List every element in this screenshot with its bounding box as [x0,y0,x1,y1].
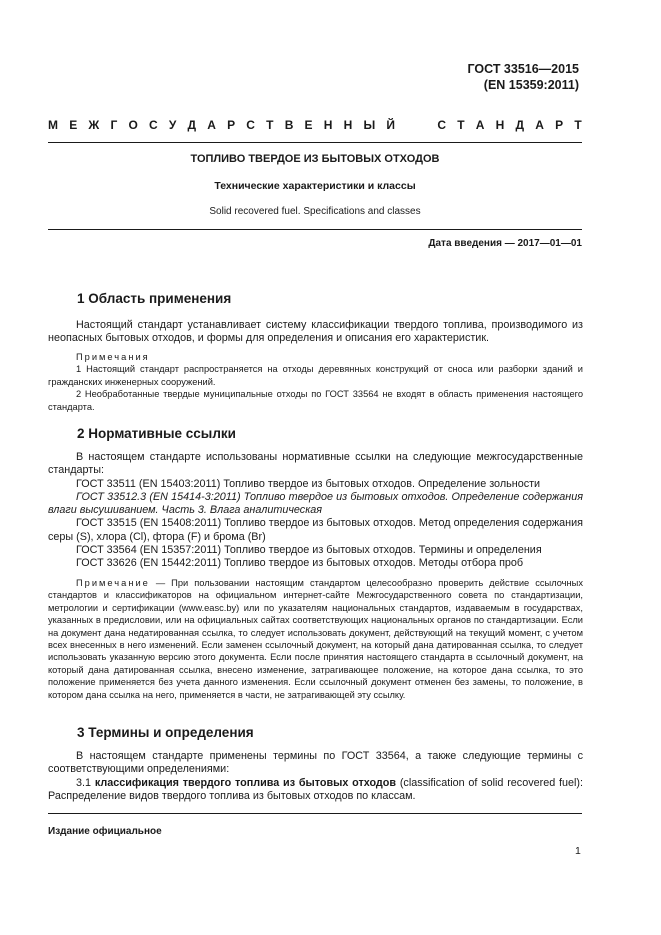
document-english-title: Solid recovered fuel. Specifications and classes [209,206,421,217]
section-1-paragraph: Настоящий стандарт устанавливает систему классификации твердого топлива, производимого из неопасных бытовых отходов, и формы для определения и описания его характеристик. [48,319,583,345]
term-name: классификация твердого топлива из бытовых отходов [94,776,397,789]
section-3-body [48,750,583,803]
banner-letter: А [207,118,216,132]
page-number: 1 [575,845,581,857]
note-item: 1 Настоящий стандарт распространяется на отходы деревянных конструкций от сноса или разборки зданий и гражданских инженерных сооружений. [48,364,583,387]
banner-letter: Т [574,118,582,132]
title-rule [48,229,582,230]
banner-letter: Н [343,118,353,132]
banner-letter: В [284,118,294,132]
section-2-body [48,451,583,571]
reference-item: ГОСТ 33512.3 (EN 15414-3:2011) Топливо твердое из бытовых отходов. Определение содержания влаги высушиванием. Часть 3. Влага аналитическая [48,490,583,517]
banner-letter: Е [304,118,313,132]
term-number: 3.1 [76,776,95,789]
banner-letter: Ы [363,118,376,132]
section-3-heading: 3 Термины и определения [77,725,254,740]
banner-letter: Т [266,118,274,132]
reference-item: ГОСТ 33515 (EN 15408:2011) Топливо твердое из бытовых отходов. Метод определения содержания серы (S), хлора (Cl), фтора (F) и брома (Br) [48,517,583,543]
banner-letter: Ж [88,118,100,132]
banner-letter: Е [69,118,78,132]
banner-letter: У [168,118,177,132]
reference-item: ГОСТ 33626 (EN 15442:2011) Топливо твердое из бытовых отходов. Методы отбора проб [76,557,524,570]
banner-letter: М [48,118,58,132]
banner-letter: С [148,118,158,132]
banner-letter: С [437,118,447,132]
banner-letter: О [128,118,138,132]
official-edition-label: Издание официальное [48,826,162,837]
reference-item: ГОСТ 33564 (EN 15357:2011) Топливо твердое из бытовых отходов. Термины и определения [76,544,542,557]
section-2-note [48,577,583,701]
section-2-heading: 2 Нормативные ссылки [77,426,236,441]
banner-letter: Н [495,118,505,132]
section-1-body [48,319,583,346]
banner-letter: Н [323,118,333,132]
section-2-intro: В настоящем стандарте использованы нормативные ссылки на следующие межгосударственные стандарты: [48,451,583,477]
banner-letter: Т [457,118,465,132]
note-label: Примечание [76,578,150,588]
section-3-intro: В настоящем стандарте применены термины по ГОСТ 33564, а также следующие термины с соответствующими определениями: [48,750,583,776]
term-definition-text: (classification of solid recovered fuel): Распределение видов твердого топлива из бытовых отходов по классам. [48,776,583,802]
banner-letter: Й [386,118,396,132]
footer-rule [48,813,582,814]
banner-letter: Г [110,118,118,132]
document-subtitle: Технические характеристики и классы [214,180,416,192]
section-1-notes [48,351,583,413]
standard-code [467,61,579,93]
introduction-date: Дата введения — 2017—01—01 [428,238,582,249]
notes-label: Примечания [76,352,150,362]
standard-code-en: (EN 15359:2011) [483,78,579,92]
note-text: — При пользовании настоящим стандартом целесообразно проверить действие ссылочных стандартов и классификаторов на официальном интернет-сайте Межгосударственного совета по стандартизации, метрологии и сертификации (www.easc.by) или по указателям национальных стандартов, издаваемым в государствах, указанных в предисловии, или на официальных сайтах соответствующих национальных органов по стандартизации. Если на документ дана недатированная ссылка, то следует использовать документ, действующий на текущий момент, с учетом всех внесенных в него изменений. Если заменен ссылочный документ, на который дана датированная ссылка, то следует использовать указанную версию этого документа. Если после принятия настоящего стандарта в ссылочный документ, на который дана датированная ссылка, внесено изменение, затрагивающее положение, на которое дана ссылка, то это положение применяется без учета данного изменения. Если ссылочный документ отменен без замены, то положение, в котором дана ссылка на него, применяется в части, не затрагивающей эту ссылку. [48,578,583,700]
banner-letter: С [246,118,255,132]
interstate-standard-banner [48,117,582,133]
document-title: ТОПЛИВО ТВЕРДОЕ ИЗ БЫТОВЫХ ОТХОДОВ [190,153,440,165]
header-rule [48,142,582,143]
banner-letter: А [475,118,485,132]
banner-letter: Д [515,118,525,132]
reference-item: ГОСТ 33511 (EN 15403:2011) Топливо твердое из бытовых отходов. Определение зольности [76,477,541,490]
banner-letter: Д [187,118,197,132]
section-1-heading: 1 Область применения [77,291,232,306]
standard-code-gost: ГОСТ 33516—2015 [467,62,579,76]
term-definition [48,777,583,804]
note-item: 2 Необработанные твердые муниципальные отходы по ГОСТ 33564 не входят в область применения настоящего стандарта. [48,389,583,412]
banner-letter: А [535,118,544,132]
banner-letter: Р [227,118,236,132]
banner-letter: Р [555,118,564,132]
